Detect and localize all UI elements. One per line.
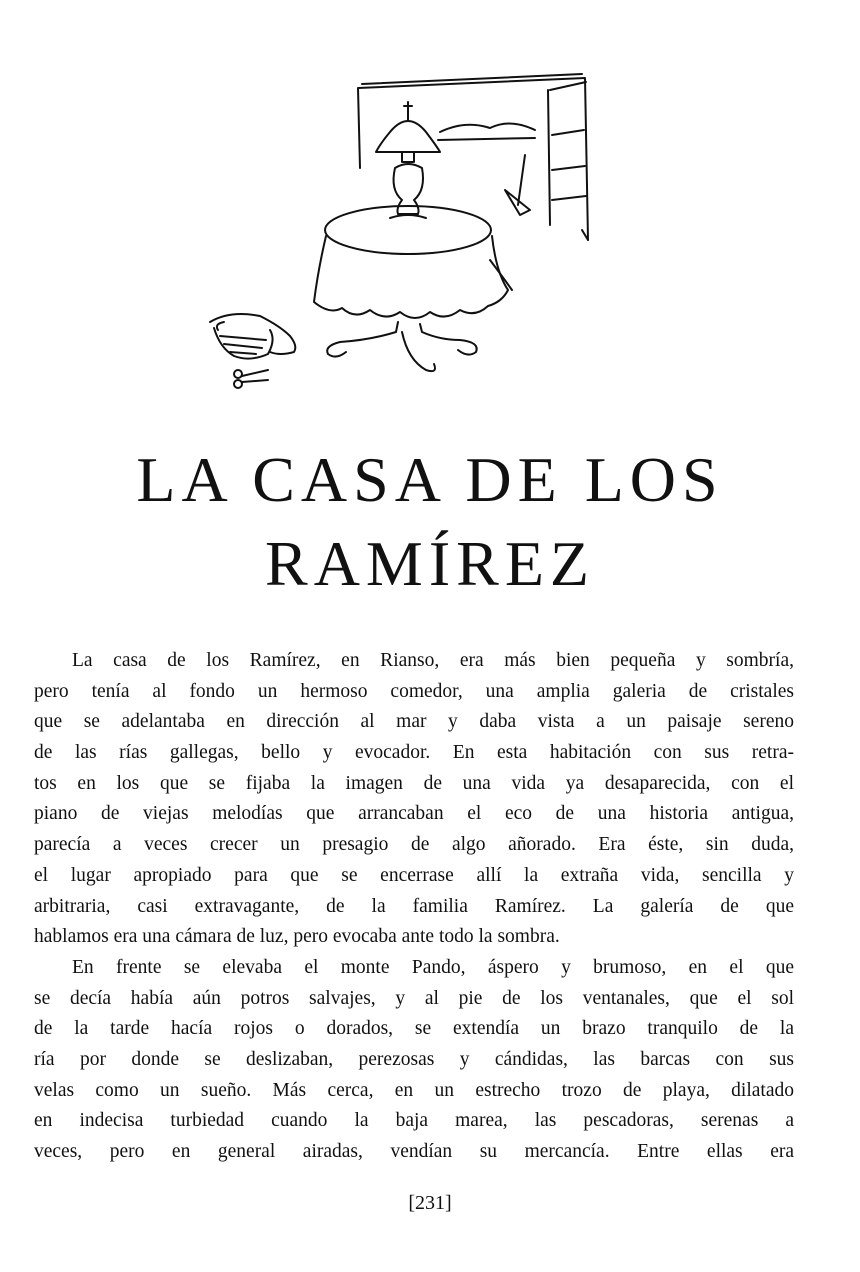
text-line: veces, pero en general airadas, vendían su mercancía. Entre ellas era (34, 1141, 794, 1162)
title-line-2: RAMÍREZ (265, 528, 595, 599)
text-line: En frente se elevaba el monte Pando, áspero y brumoso, en el que (72, 956, 794, 978)
text-line: se decía había aún potros salvajes, y al pie de los ventanales, que el sol (34, 987, 794, 1009)
page-number: [231] (408, 1192, 452, 1214)
text-line: el lugar apropiado para que se encerrase allí la extraña vida, sencilla y (34, 864, 794, 886)
text-line: que se adelantaba en dirección al mar y daba vista a un paisaje sereno (34, 711, 794, 733)
text-line: ría por donde se deslizaban, perezosas y cándidas, las barcas con sus (34, 1048, 794, 1070)
room-illustration (190, 40, 610, 400)
basket-drawing (210, 314, 295, 359)
text-line: hablamos era una cámara de luz, pero evocaba ante todo la sombra. (34, 926, 560, 948)
scissors-drawing (234, 370, 268, 388)
body-text (34, 646, 794, 1168)
text-line: de la tarde hacía rojos o dorados, se extendía un brazo tranquilo de la (34, 1018, 794, 1040)
text-line: de las rías gallegas, bello y evocador. En esta habitación con sus retra- (34, 742, 794, 764)
text-line: La casa de los Ramírez, en Rianso, era más bien pequeña y sombría, (72, 650, 794, 671)
text-line: pero tenía al fondo un hermoso comedor, una amplia galeria de cristales (34, 680, 794, 702)
text-line: parecía a veces crecer un presagio de algo añorado. Era éste, sin duda, (34, 834, 794, 856)
lamp-drawing (376, 102, 440, 218)
table-drawing (314, 206, 512, 371)
text-line: tos en los que se fijaba la imagen de una vida ya desaparecida, con el (34, 772, 794, 794)
text-line: en indecisa turbiedad cuando la baja marea, las pescadoras, serenas a (34, 1110, 794, 1132)
text-line: piano de viejas melodías que arrancaban el eco de una historia antigua, (34, 803, 794, 825)
text-line: arbitraria, casi extravagante, de la familia Ramírez. La galería de que (34, 895, 794, 917)
title-line-1: LA CASA DE LOS (136, 444, 724, 515)
text-line: velas como un sueño. Más cerca, en un estrecho trozo de playa, dilatado (34, 1079, 794, 1101)
